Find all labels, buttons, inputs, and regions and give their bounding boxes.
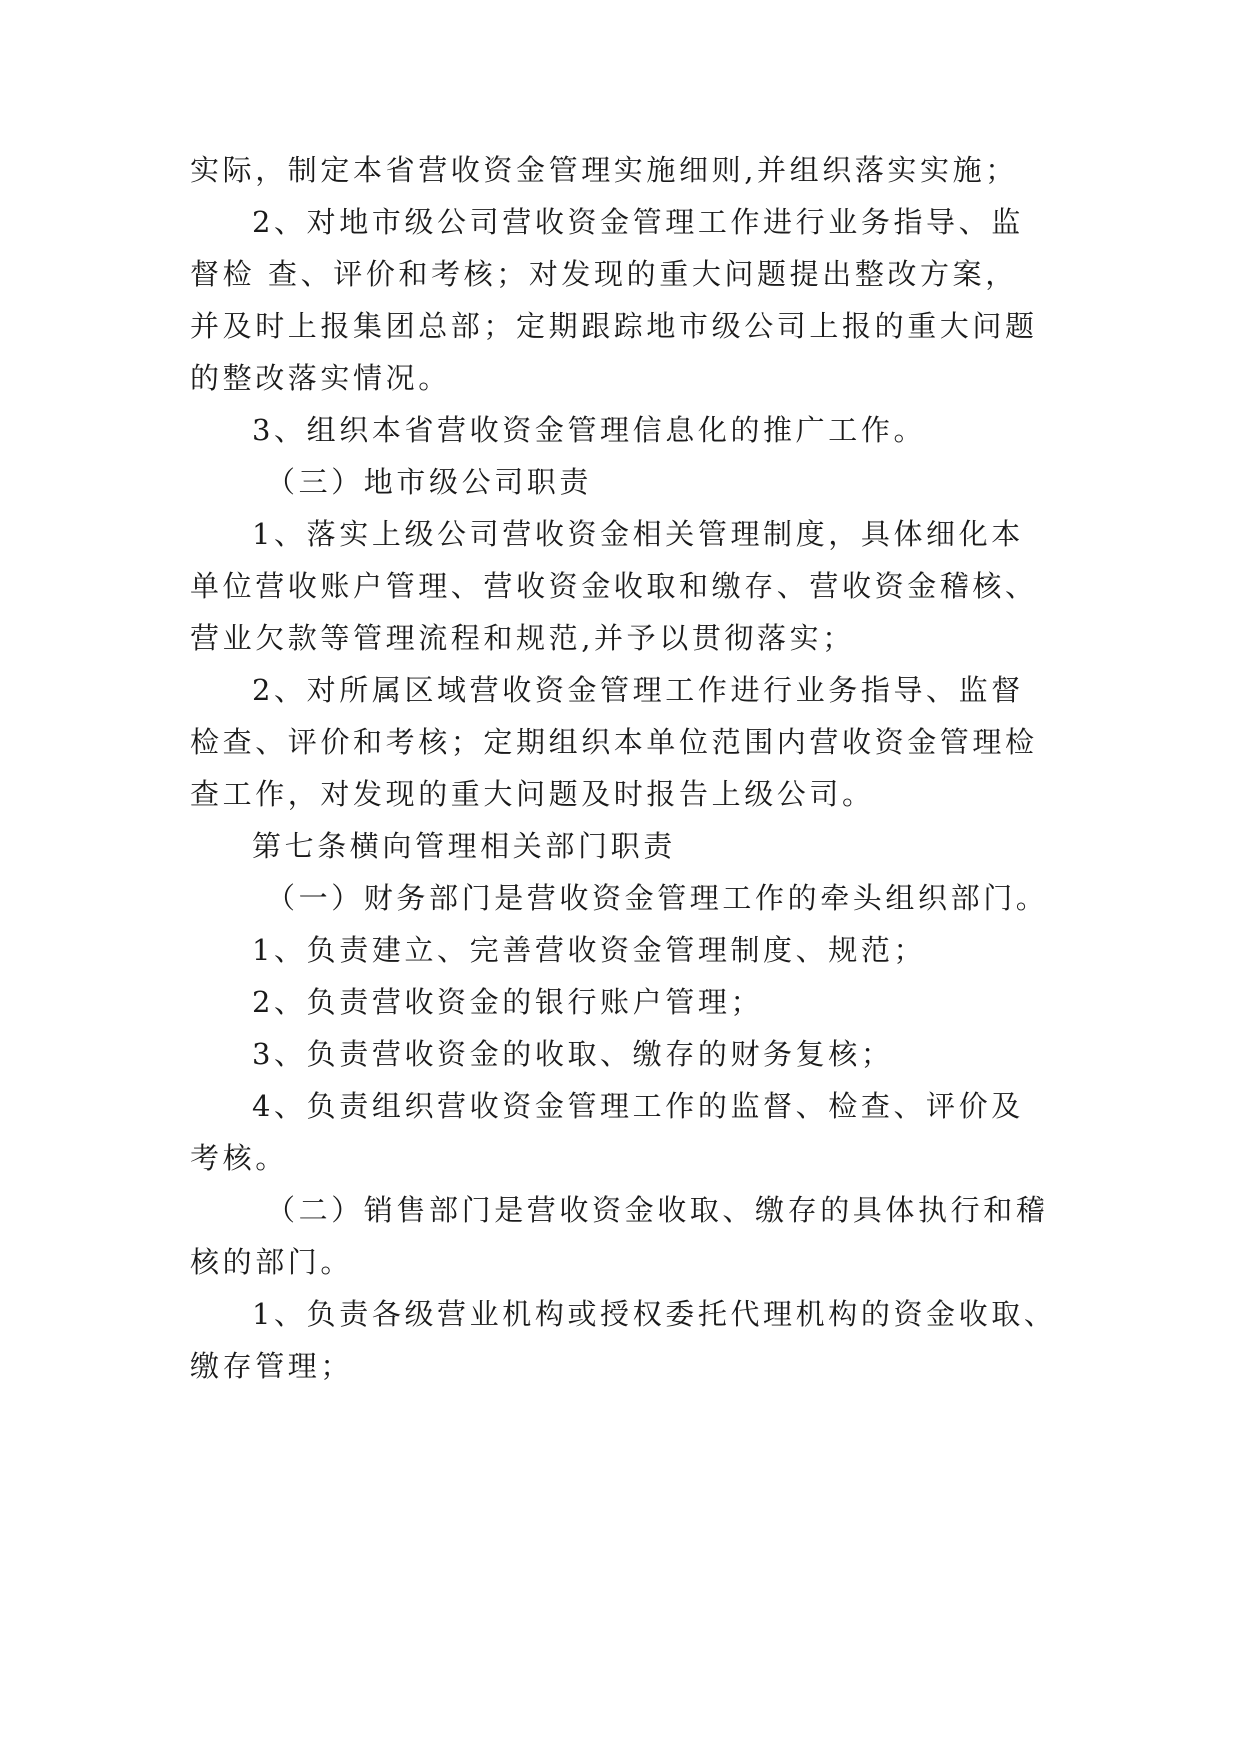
article-heading: 第七条横向管理相关部门职责 bbox=[252, 829, 676, 863]
text-line: 单位营收账户管理、营收资金收取和缴存、营收资金稽核、 bbox=[190, 569, 1038, 603]
text-line: 营业欠款等管理流程和规范,并予以贯彻落实； bbox=[190, 621, 855, 655]
text-line: 查工作，对发现的重大问题及时报告上级公司。 bbox=[190, 777, 875, 811]
text-line: 2、对所属区域营收资金管理工作进行业务指导、监督 bbox=[252, 673, 1024, 707]
text-line: 考核。 bbox=[190, 1141, 288, 1175]
text-line: 缴存管理； bbox=[190, 1349, 354, 1383]
section-heading: （三）地市级公司职责 bbox=[266, 465, 593, 499]
text-line: 核的部门。 bbox=[190, 1245, 354, 1279]
section-heading: （一）财务部门是营收资金管理工作的牵头组织部门。 bbox=[266, 881, 1049, 915]
text-line: 1、负责建立、完善营收资金管理制度、规范； bbox=[252, 933, 927, 967]
text-line: 的整改落实情况。 bbox=[190, 361, 451, 395]
text-line: 2、负责营收资金的银行账户管理； bbox=[252, 985, 764, 1019]
text-line: 3、组织本省营收资金管理信息化的推广工作。 bbox=[252, 413, 927, 447]
section-heading: （二）销售部门是营收资金收取、缴存的具体执行和稽 bbox=[266, 1193, 1049, 1227]
text-line: 3、负责营收资金的收取、缴存的财务复核； bbox=[252, 1037, 894, 1071]
text-line: 4、负责组织营收资金管理工作的监督、检查、评价及 bbox=[252, 1089, 1024, 1123]
text-line: 2、对地市级公司营收资金管理工作进行业务指导、监 bbox=[252, 205, 1024, 239]
text-line: 督检 查、评价和考核；对发现的重大问题提出整改方案， bbox=[190, 257, 1018, 291]
text-line: 并及时上报集团总部；定期跟踪地市级公司上报的重大问题 bbox=[190, 309, 1038, 343]
text-line: 实际，制定本省营收资金管理实施细则,并组织落实实施； bbox=[190, 153, 1018, 187]
text-line: 1、负责各级营业机构或授权委托代理机构的资金收取、 bbox=[252, 1297, 1057, 1331]
text-line: 检查、评价和考核；定期组织本单位范围内营收资金管理检 bbox=[190, 725, 1038, 759]
text-line: 1、落实上级公司营收资金相关管理制度，具体细化本 bbox=[252, 517, 1024, 551]
